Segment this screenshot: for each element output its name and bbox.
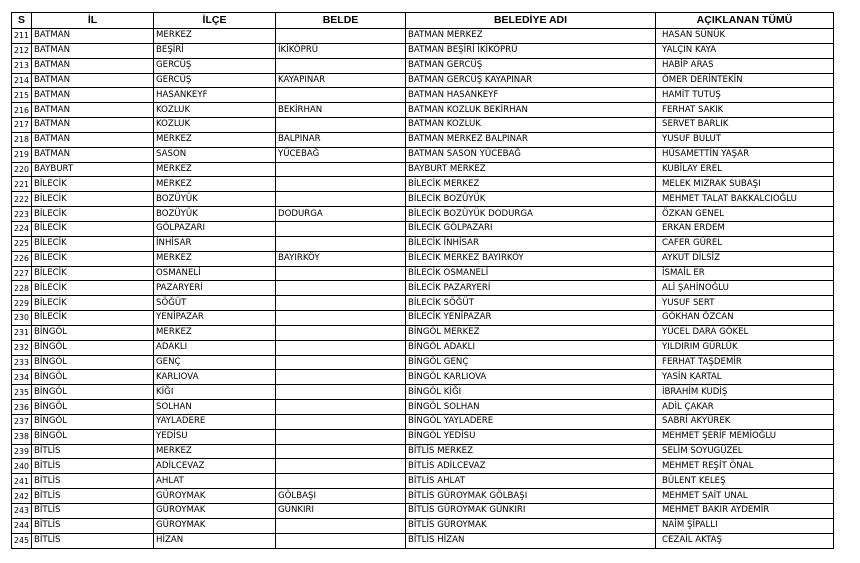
table-row <box>12 162 834 177</box>
district-cell: KİĞI <box>154 385 276 400</box>
row-number: 236 <box>12 400 32 415</box>
town-cell <box>276 296 406 311</box>
row-number: 211 <box>12 29 32 44</box>
district-cell: GÜROYMAK <box>154 518 276 533</box>
district-cell: KARLIOVA <box>154 370 276 385</box>
candidate-cell: YUSUF BULUT <box>656 132 834 147</box>
candidate-cell: SELİM SOYUGÜZEL <box>656 444 834 459</box>
table-row <box>12 429 834 444</box>
town-cell <box>276 474 406 489</box>
district-cell: MERKEZ <box>154 162 276 177</box>
municipality-cell: BAYBURT MERKEZ <box>406 162 656 177</box>
municipality-cell: BATMAN SASON YÜCEBAĞ <box>406 147 656 162</box>
town-cell <box>276 88 406 103</box>
candidate-cell: CEZAİL AKTAŞ <box>656 533 834 548</box>
town-cell <box>276 177 406 192</box>
column-header-s: S <box>12 13 32 29</box>
town-cell <box>276 325 406 340</box>
row-number: 237 <box>12 414 32 429</box>
municipality-cell: BİLECİK GÖLPAZARI <box>406 221 656 236</box>
province-cell: BİNGÖL <box>32 414 154 429</box>
province-cell: BİTLİS <box>32 474 154 489</box>
table-row <box>12 192 834 207</box>
candidate-cell: GÖKHAN ÖZCAN <box>656 311 834 326</box>
table-row <box>12 504 834 519</box>
town-cell <box>276 385 406 400</box>
province-cell: BİTLİS <box>32 444 154 459</box>
town-cell: YÜCEBAĞ <box>276 147 406 162</box>
row-number: 239 <box>12 444 32 459</box>
candidate-cell: FERHAT SAKIK <box>656 103 834 118</box>
results-table <box>11 12 834 549</box>
town-cell <box>276 281 406 296</box>
town-cell <box>276 459 406 474</box>
district-cell: GERCÜŞ <box>154 73 276 88</box>
row-number: 244 <box>12 518 32 533</box>
candidate-cell: HASAN SÜNÜK <box>656 29 834 44</box>
candidate-cell: İSMAİL ER <box>656 266 834 281</box>
table-row <box>12 118 834 133</box>
table-row <box>12 73 834 88</box>
province-cell: BİLECİK <box>32 207 154 222</box>
municipality-cell: BİNGÖL ADAKLI <box>406 340 656 355</box>
table-row <box>12 370 834 385</box>
row-number: 212 <box>12 43 32 58</box>
district-cell: MERKEZ <box>154 444 276 459</box>
town-cell <box>276 429 406 444</box>
candidate-cell: YALÇIN KAYA <box>656 43 834 58</box>
province-cell: BİLECİK <box>32 177 154 192</box>
row-number: 218 <box>12 132 32 147</box>
candidate-cell: MEHMET TALAT BAKKALCIOĞLU <box>656 192 834 207</box>
town-cell <box>276 370 406 385</box>
town-cell <box>276 533 406 548</box>
column-header-belde: BELDE <box>276 13 406 29</box>
province-cell: BİNGÖL <box>32 429 154 444</box>
row-number: 238 <box>12 429 32 444</box>
district-cell: SÖĞÜT <box>154 296 276 311</box>
candidate-cell: İBRAHİM KUDİŞ <box>656 385 834 400</box>
municipality-cell: BİNGÖL YAYLADERE <box>406 414 656 429</box>
header-row <box>12 13 834 29</box>
row-number: 227 <box>12 266 32 281</box>
table-row <box>12 103 834 118</box>
municipality-cell: BATMAN KOZLUK BEKİRHAN <box>406 103 656 118</box>
town-cell <box>276 221 406 236</box>
municipality-cell: BİLECİK BOZÜYÜK DODURGA <box>406 207 656 222</box>
table-row <box>12 251 834 266</box>
province-cell: BİTLİS <box>32 533 154 548</box>
candidate-cell: ÖMER DERİNTEKİN <box>656 73 834 88</box>
row-number: 245 <box>12 533 32 548</box>
province-cell: BİNGÖL <box>32 385 154 400</box>
town-cell <box>276 118 406 133</box>
candidate-cell: YÜCEL DARA GÖKEL <box>656 325 834 340</box>
table-row <box>12 414 834 429</box>
town-cell: GÜNKIRI <box>276 504 406 519</box>
row-number: 223 <box>12 207 32 222</box>
province-cell: BİLECİK <box>32 296 154 311</box>
municipality-cell: BİTLİS GÜROYMAK GÖLBAŞI <box>406 489 656 504</box>
province-cell: BİLECİK <box>32 192 154 207</box>
town-cell: BAYIRKÖY <box>276 251 406 266</box>
municipality-cell: BİTLİS GÜROYMAK GÜNKIRI <box>406 504 656 519</box>
province-cell: BİLECİK <box>32 251 154 266</box>
column-header-aciklanan: AÇIKLANAN TÜMÜ <box>656 13 834 29</box>
table-row <box>12 444 834 459</box>
district-cell: HASANKEYF <box>154 88 276 103</box>
row-number: 221 <box>12 177 32 192</box>
municipality-cell: BİLECİK MERKEZ <box>406 177 656 192</box>
table-row <box>12 340 834 355</box>
municipality-cell: BATMAN GERCÜŞ <box>406 58 656 73</box>
district-cell: MERKEZ <box>154 132 276 147</box>
row-number: 231 <box>12 325 32 340</box>
row-number: 215 <box>12 88 32 103</box>
district-cell: GÜROYMAK <box>154 489 276 504</box>
candidate-cell: AYKUT DİLSİZ <box>656 251 834 266</box>
province-cell: BİLECİK <box>32 236 154 251</box>
row-number: 226 <box>12 251 32 266</box>
candidate-cell: SERVET BARLIK <box>656 118 834 133</box>
town-cell: BEKİRHAN <box>276 103 406 118</box>
table-row <box>12 296 834 311</box>
province-cell: BATMAN <box>32 88 154 103</box>
column-header-il: İL <box>32 13 154 29</box>
municipality-cell: BATMAN KOZLUK <box>406 118 656 133</box>
municipality-cell: BİTLİS ADİLCEVAZ <box>406 459 656 474</box>
table-row <box>12 132 834 147</box>
town-cell <box>276 340 406 355</box>
table-row <box>12 385 834 400</box>
province-cell: BİLECİK <box>32 311 154 326</box>
province-cell: BATMAN <box>32 132 154 147</box>
candidate-cell: YUSUF SERT <box>656 296 834 311</box>
candidate-cell: MEHMET ŞERİF MEMİOĞLU <box>656 429 834 444</box>
candidate-cell: FERHAT TAŞDEMİR <box>656 355 834 370</box>
town-cell <box>276 414 406 429</box>
district-cell: YENİPAZAR <box>154 311 276 326</box>
table-row <box>12 325 834 340</box>
candidate-cell: NAİM ŞİPALLI <box>656 518 834 533</box>
candidate-cell: CAFER GÜREL <box>656 236 834 251</box>
candidate-cell: ERKAN ERDEM <box>656 221 834 236</box>
table-row <box>12 355 834 370</box>
province-cell: BİTLİS <box>32 504 154 519</box>
district-cell: HİZAN <box>154 533 276 548</box>
column-header-ilce: İLÇE <box>154 13 276 29</box>
municipality-cell: BATMAN BEŞİRİ İKİKÖPRÜ <box>406 43 656 58</box>
municipality-cell: BİNGÖL MERKEZ <box>406 325 656 340</box>
municipality-cell: BİLECİK BOZÜYÜK <box>406 192 656 207</box>
candidate-cell: KUBİLAY EREL <box>656 162 834 177</box>
municipality-cell: BİLECİK YENİPAZAR <box>406 311 656 326</box>
candidate-cell: MEHMET SAİT UNAL <box>656 489 834 504</box>
district-cell: PAZARYERİ <box>154 281 276 296</box>
municipality-cell: BİTLİS MERKEZ <box>406 444 656 459</box>
town-cell <box>276 444 406 459</box>
district-cell: BEŞİRİ <box>154 43 276 58</box>
province-cell: BİNGÖL <box>32 400 154 415</box>
candidate-cell: YILDIRIM GÜRLÜK <box>656 340 834 355</box>
municipality-cell: BİLECİK MERKEZ BAYIRKÖY <box>406 251 656 266</box>
district-cell: BOZÜYÜK <box>154 207 276 222</box>
province-cell: BİNGÖL <box>32 370 154 385</box>
district-cell: MERKEZ <box>154 251 276 266</box>
district-cell: GÖLPAZARI <box>154 221 276 236</box>
municipality-cell: BATMAN HASANKEYF <box>406 88 656 103</box>
province-cell: BATMAN <box>32 147 154 162</box>
province-cell: BİLECİK <box>32 221 154 236</box>
province-cell: BİNGÖL <box>32 355 154 370</box>
municipality-cell: BİTLİS AHLAT <box>406 474 656 489</box>
district-cell: AHLAT <box>154 474 276 489</box>
row-number: 232 <box>12 340 32 355</box>
province-cell: BATMAN <box>32 58 154 73</box>
province-cell: BİLECİK <box>32 281 154 296</box>
row-number: 228 <box>12 281 32 296</box>
municipality-cell: BATMAN GERCÜŞ KAYAPINAR <box>406 73 656 88</box>
row-number: 243 <box>12 504 32 519</box>
candidate-cell: HABİP ARAS <box>656 58 834 73</box>
table-row <box>12 518 834 533</box>
district-cell: ADİLCEVAZ <box>154 459 276 474</box>
district-cell: KOZLUK <box>154 103 276 118</box>
table-row <box>12 459 834 474</box>
candidate-cell: ADİL ÇAKAR <box>656 400 834 415</box>
district-cell: GENÇ <box>154 355 276 370</box>
candidate-cell: SABRİ AKYÜREK <box>656 414 834 429</box>
town-cell <box>276 311 406 326</box>
town-cell <box>276 162 406 177</box>
municipality-cell: BİTLİS GÜROYMAK <box>406 518 656 533</box>
province-cell: BİNGÖL <box>32 340 154 355</box>
district-cell: YAYLADERE <box>154 414 276 429</box>
district-cell: BOZÜYÜK <box>154 192 276 207</box>
town-cell: GÖLBAŞI <box>276 489 406 504</box>
candidate-cell: MELEK MIZRAK SUBAŞI <box>656 177 834 192</box>
municipality-cell: BİLECİK PAZARYERİ <box>406 281 656 296</box>
town-cell: BALPINAR <box>276 132 406 147</box>
candidate-cell: MEHMET REŞİT ÖNAL <box>656 459 834 474</box>
province-cell: BAYBURT <box>32 162 154 177</box>
province-cell: BİLECİK <box>32 266 154 281</box>
row-number: 222 <box>12 192 32 207</box>
province-cell: BATMAN <box>32 73 154 88</box>
row-number: 216 <box>12 103 32 118</box>
town-cell <box>276 192 406 207</box>
municipality-cell: BİNGÖL GENÇ <box>406 355 656 370</box>
table-row <box>12 400 834 415</box>
row-number: 241 <box>12 474 32 489</box>
candidate-cell: YASİN KARTAL <box>656 370 834 385</box>
row-number: 234 <box>12 370 32 385</box>
candidate-cell: ÖZKAN GENEL <box>656 207 834 222</box>
province-cell: BATMAN <box>32 103 154 118</box>
table-row <box>12 43 834 58</box>
district-cell: YEDİSU <box>154 429 276 444</box>
row-number: 225 <box>12 236 32 251</box>
municipality-cell: BATMAN MERKEZ BALPINAR <box>406 132 656 147</box>
municipality-cell: BİNGÖL YEDİSU <box>406 429 656 444</box>
municipality-cell: BİLECİK OSMANELİ <box>406 266 656 281</box>
row-number: 230 <box>12 311 32 326</box>
table-row <box>12 88 834 103</box>
province-cell: BATMAN <box>32 43 154 58</box>
table-row <box>12 177 834 192</box>
table-row <box>12 147 834 162</box>
district-cell: SASON <box>154 147 276 162</box>
candidate-cell: ALİ ŞAHİNOĞLU <box>656 281 834 296</box>
district-cell: İNHİSAR <box>154 236 276 251</box>
town-cell: KAYAPINAR <box>276 73 406 88</box>
row-number: 217 <box>12 118 32 133</box>
district-cell: ADAKLI <box>154 340 276 355</box>
candidate-cell: BÜLENT KELEŞ <box>656 474 834 489</box>
town-cell: İKİKÖPRÜ <box>276 43 406 58</box>
candidate-cell: HAMİT TUTUŞ <box>656 88 834 103</box>
row-number: 242 <box>12 489 32 504</box>
candidate-cell: HÜSAMETTİN YAŞAR <box>656 147 834 162</box>
table-row <box>12 281 834 296</box>
town-cell <box>276 29 406 44</box>
town-cell <box>276 266 406 281</box>
municipality-cell: BİNGÖL SOLHAN <box>406 400 656 415</box>
town-cell <box>276 58 406 73</box>
district-cell: GÜROYMAK <box>154 504 276 519</box>
district-cell: KOZLUK <box>154 118 276 133</box>
district-cell: SOLHAN <box>154 400 276 415</box>
district-cell: MERKEZ <box>154 177 276 192</box>
table-row <box>12 489 834 504</box>
district-cell: OSMANELİ <box>154 266 276 281</box>
municipality-cell: BİLECİK SÖĞÜT <box>406 296 656 311</box>
row-number: 219 <box>12 147 32 162</box>
row-number: 229 <box>12 296 32 311</box>
table-row <box>12 311 834 326</box>
town-cell: DODURGA <box>276 207 406 222</box>
table-row <box>12 58 834 73</box>
table-row <box>12 207 834 222</box>
row-number: 213 <box>12 58 32 73</box>
table-row <box>12 533 834 548</box>
province-cell: BİTLİS <box>32 459 154 474</box>
table-row <box>12 266 834 281</box>
row-number: 214 <box>12 73 32 88</box>
municipality-cell: BİNGÖL KARLIOVA <box>406 370 656 385</box>
row-number: 224 <box>12 221 32 236</box>
town-cell <box>276 518 406 533</box>
row-number: 235 <box>12 385 32 400</box>
row-number: 233 <box>12 355 32 370</box>
district-cell: GERCÜŞ <box>154 58 276 73</box>
town-cell <box>276 236 406 251</box>
province-cell: BATMAN <box>32 118 154 133</box>
table-row <box>12 474 834 489</box>
municipality-cell: BİLECİK İNHİSAR <box>406 236 656 251</box>
table-row <box>12 29 834 44</box>
table-row <box>12 236 834 251</box>
municipality-cell: BATMAN MERKEZ <box>406 29 656 44</box>
town-cell <box>276 355 406 370</box>
row-number: 240 <box>12 459 32 474</box>
district-cell: MERKEZ <box>154 29 276 44</box>
row-number: 220 <box>12 162 32 177</box>
district-cell: MERKEZ <box>154 325 276 340</box>
municipality-cell: BİNGÖL KİĞI <box>406 385 656 400</box>
municipality-cell: BİTLİS HİZAN <box>406 533 656 548</box>
town-cell <box>276 400 406 415</box>
province-cell: BİTLİS <box>32 518 154 533</box>
column-header-belediye-adi: BELEDİYE ADI <box>406 13 656 29</box>
province-cell: BİNGÖL <box>32 325 154 340</box>
table-row <box>12 221 834 236</box>
province-cell: BATMAN <box>32 29 154 44</box>
candidate-cell: MEHMET BAKIR AYDEMİR <box>656 504 834 519</box>
province-cell: BİTLİS <box>32 489 154 504</box>
